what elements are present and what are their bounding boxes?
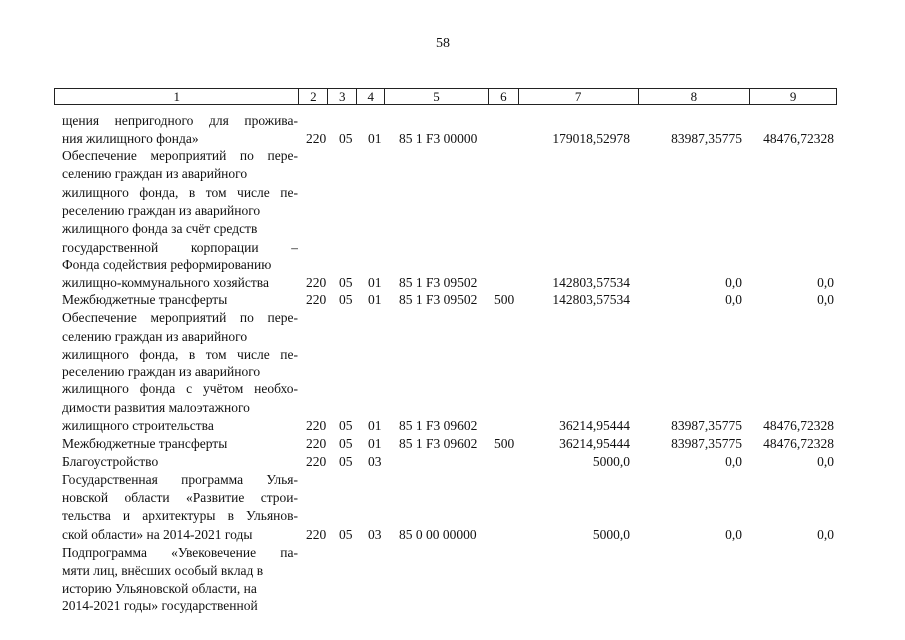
row-c3: 05: [339, 418, 353, 433]
table-row: [0, 275, 905, 291]
row-c9: 48476,72328: [763, 436, 834, 451]
row-c7: 5000,0: [592, 527, 630, 542]
row-description: Государственная программа Улья-: [62, 472, 298, 487]
row-description: Обеспечение мероприятий по пере-: [62, 148, 298, 163]
table-row: [0, 400, 905, 416]
row-c8: 0,0: [725, 454, 742, 469]
row-c9: 0,0: [817, 275, 834, 290]
table-row: [0, 257, 905, 273]
row-c5: 85 1 F3 09602: [399, 436, 478, 451]
table-row: [0, 148, 905, 164]
row-c8: 83987,35775: [671, 418, 742, 433]
table-row: [0, 454, 905, 470]
table-row: [0, 472, 905, 488]
row-c7: 36214,95444: [559, 436, 630, 451]
row-c2: 220: [306, 454, 327, 469]
table-row: [0, 203, 905, 219]
row-description: реселению граждан из аварийного: [62, 203, 261, 218]
table-row: [0, 581, 905, 597]
header-col-6: 6: [489, 89, 519, 104]
header-col-7: 7: [519, 89, 639, 104]
table-row: [0, 508, 905, 524]
header-col-2: 2: [299, 89, 328, 104]
row-c7: 5000,0: [592, 454, 630, 469]
page-number: 58: [436, 36, 450, 51]
row-c8: 0,0: [725, 292, 742, 307]
row-c3: 05: [339, 131, 353, 146]
row-description: ской области» на 2014-2021 годы: [62, 527, 253, 542]
row-c2: 220: [306, 527, 327, 542]
table-row: [0, 545, 905, 561]
row-description: историю Ульяновской области, на: [62, 581, 257, 596]
row-c8: 83987,35775: [671, 436, 742, 451]
row-c3: 05: [339, 292, 353, 307]
table-row: [0, 113, 905, 129]
row-c2: 220: [306, 275, 327, 290]
row-c7: 142803,57534: [552, 292, 630, 307]
row-c9: 48476,72328: [763, 131, 834, 146]
table-row: [0, 131, 905, 147]
row-description: Обеспечение мероприятий по пере-: [62, 310, 298, 325]
row-c5: 85 1 F3 09502: [399, 275, 478, 290]
table-header: [54, 88, 837, 105]
row-description: новской области «Развитие строи-: [62, 490, 298, 505]
row-description: жилищного фонда, в том числе пе-: [62, 185, 298, 200]
table-row: [0, 418, 905, 434]
table-row: [0, 240, 905, 256]
row-c3: 05: [339, 454, 353, 469]
table-row: [0, 381, 905, 397]
row-c6: 500: [494, 292, 515, 307]
row-description: жилищного фонда с учётом необхо-: [62, 381, 298, 396]
row-c4: 03: [368, 454, 382, 469]
row-c4: 01: [368, 418, 382, 433]
row-c4: 01: [368, 275, 382, 290]
row-c2: 220: [306, 131, 327, 146]
table-row: [0, 185, 905, 201]
row-description: жилищного строительства: [62, 418, 214, 433]
row-description: ния жилищного фонда»: [62, 131, 199, 146]
row-description: реселению граждан из аварийного: [62, 364, 261, 379]
table-row: [0, 436, 905, 452]
row-c7: 179018,52978: [552, 131, 630, 146]
row-description: тельства и архитектуры в Ульянов-: [62, 508, 298, 523]
row-c5: 85 1 F3 09502: [399, 292, 478, 307]
row-description: жилищного фонда, в том числе пе-: [62, 347, 298, 362]
row-description: селению граждан из аварийного: [62, 166, 248, 181]
header-col-3: 3: [328, 89, 357, 104]
table-row: [0, 292, 905, 308]
row-c4: 01: [368, 292, 382, 307]
row-c3: 05: [339, 436, 353, 451]
row-c8: 0,0: [725, 527, 742, 542]
row-c7: 142803,57534: [552, 275, 630, 290]
row-description: Подпрограмма «Увековечение па-: [62, 545, 298, 560]
row-c3: 05: [339, 527, 353, 542]
header-col-5: 5: [385, 89, 489, 104]
row-c5: 85 0 00 00000: [399, 527, 477, 542]
row-c3: 05: [339, 275, 353, 290]
header-col-1: 1: [55, 89, 299, 104]
row-description: мяти лиц, внёсших особый вклад в: [62, 563, 264, 578]
row-c9: 48476,72328: [763, 418, 834, 433]
row-description: селению граждан из аварийного: [62, 329, 248, 344]
table-row: [0, 166, 905, 182]
table-row: [0, 364, 905, 380]
row-c4: 01: [368, 131, 382, 146]
row-c8: 83987,35775: [671, 131, 742, 146]
row-c4: 01: [368, 436, 382, 451]
row-c2: 220: [306, 436, 327, 451]
table-row: [0, 347, 905, 363]
table-row: [0, 310, 905, 326]
header-col-9: 9: [789, 89, 797, 104]
row-c6: 500: [494, 436, 515, 451]
table-row: [0, 563, 905, 579]
row-description: щения непригодного для прожива-: [62, 113, 298, 128]
row-description: жилищного фонда за счёт средств: [62, 221, 258, 236]
table-row: [0, 221, 905, 237]
row-c2: 220: [306, 418, 327, 433]
row-c7: 36214,95444: [559, 418, 630, 433]
row-description: Фонда содействия реформированию: [62, 257, 272, 272]
row-c4: 03: [368, 527, 382, 542]
row-c5: 85 1 F3 00000: [399, 131, 478, 146]
table-row: [0, 598, 905, 614]
header-col-4: 4: [357, 89, 385, 104]
row-description: 2014-2021 годы» государственной: [62, 598, 258, 613]
header-col-8: 8: [639, 89, 751, 104]
row-description: государственной корпорации –: [62, 240, 298, 255]
row-description: димости развития малоэтажного: [62, 400, 250, 415]
table-row: [0, 490, 905, 506]
row-c9: 0,0: [817, 527, 834, 542]
row-description: жилищно-коммунального хозяйства: [62, 275, 269, 290]
row-c9: 0,0: [817, 292, 834, 307]
row-c5: 85 1 F3 09602: [399, 418, 478, 433]
row-description: Межбюджетные трансферты: [62, 436, 228, 451]
row-c9: 0,0: [817, 454, 834, 469]
row-c2: 220: [306, 292, 327, 307]
row-description: Межбюджетные трансферты: [62, 292, 228, 307]
table-row: [0, 329, 905, 345]
row-c8: 0,0: [725, 275, 742, 290]
row-description: Благоустройство: [62, 454, 159, 469]
table-row: [0, 527, 905, 543]
